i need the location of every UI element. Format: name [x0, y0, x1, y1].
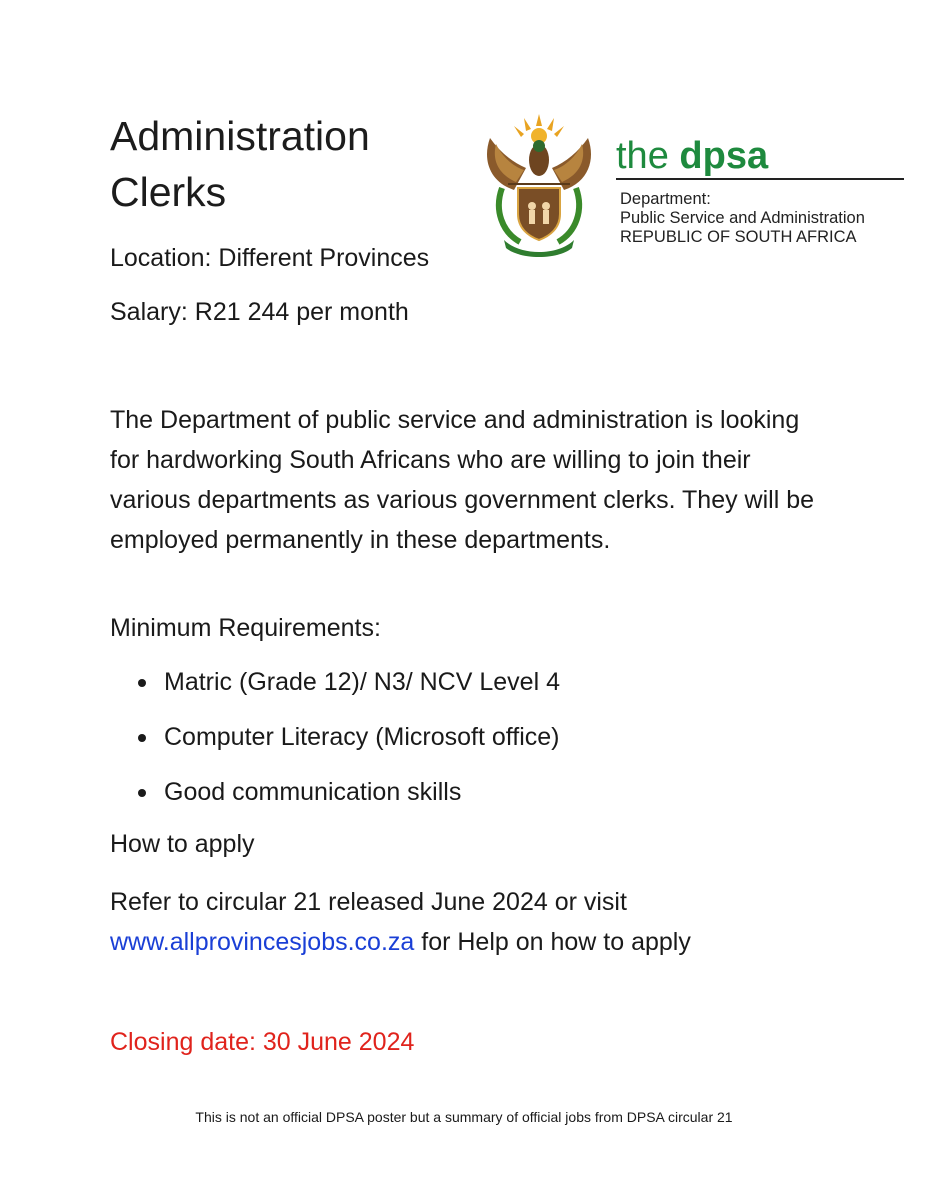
requirement-text: Good communication skills — [164, 778, 462, 806]
salary-line — [110, 296, 409, 328]
bullet-icon — [138, 789, 146, 797]
location-label: Location: — [110, 244, 212, 272]
dpsa-line-1: Department: — [620, 190, 711, 208]
dpsa-subtitle — [620, 190, 906, 247]
list-item — [110, 721, 560, 776]
requirements-heading: Minimum Requirements: — [110, 614, 381, 642]
dpsa-logo — [480, 110, 910, 258]
list-item — [110, 776, 560, 831]
bullet-icon — [138, 734, 146, 742]
salary-value: : R21 244 per month — [180, 298, 409, 326]
disclaimer-note: This is not an official DPSA poster but a summary of official jobs from DPSA circular 21 — [195, 1109, 733, 1125]
dpsa-divider — [616, 178, 904, 180]
closing-date: Closing date: 30 June 2024 — [110, 1028, 415, 1056]
salary-label: Salary — [110, 298, 181, 326]
location-value: Different Provinces — [211, 244, 430, 272]
apply-text-after: for Help on how to apply — [414, 928, 691, 956]
requirement-text: Matric (Grade 12)/ N3/ NCV Level 4 — [164, 668, 560, 696]
apply-text-before: Refer to circular 21 released June 2024 or visit — [110, 888, 627, 916]
bullet-icon — [138, 679, 146, 687]
list-item — [110, 666, 560, 721]
requirement-text: Computer Literacy (Microsoft office) — [164, 723, 560, 751]
location-line — [110, 242, 429, 274]
jobs-site-link[interactable]: www.allprovincesjobs.co.za — [110, 928, 415, 956]
dpsa-name: dpsa — [679, 135, 769, 177]
how-to-apply-heading: How to apply — [110, 830, 255, 858]
coat-of-arms-icon — [480, 110, 598, 258]
dpsa-title — [616, 134, 906, 178]
intro-paragraph: The Department of public service and administration is looking for hardworking South Africans who are willing to join their various departments as various government clerks. They will be employed permanently in these departments. — [110, 406, 815, 554]
dpsa-line-2: Public Service and Administration — [620, 209, 865, 227]
dpsa-the: the — [616, 135, 680, 177]
dpsa-line-3: REPUBLIC OF SOUTH AFRICA — [620, 228, 857, 246]
page-title: Administration Clerks — [110, 113, 370, 215]
how-to-apply-text — [110, 882, 830, 962]
requirements-list — [110, 666, 560, 831]
dpsa-wordmark — [616, 134, 906, 247]
